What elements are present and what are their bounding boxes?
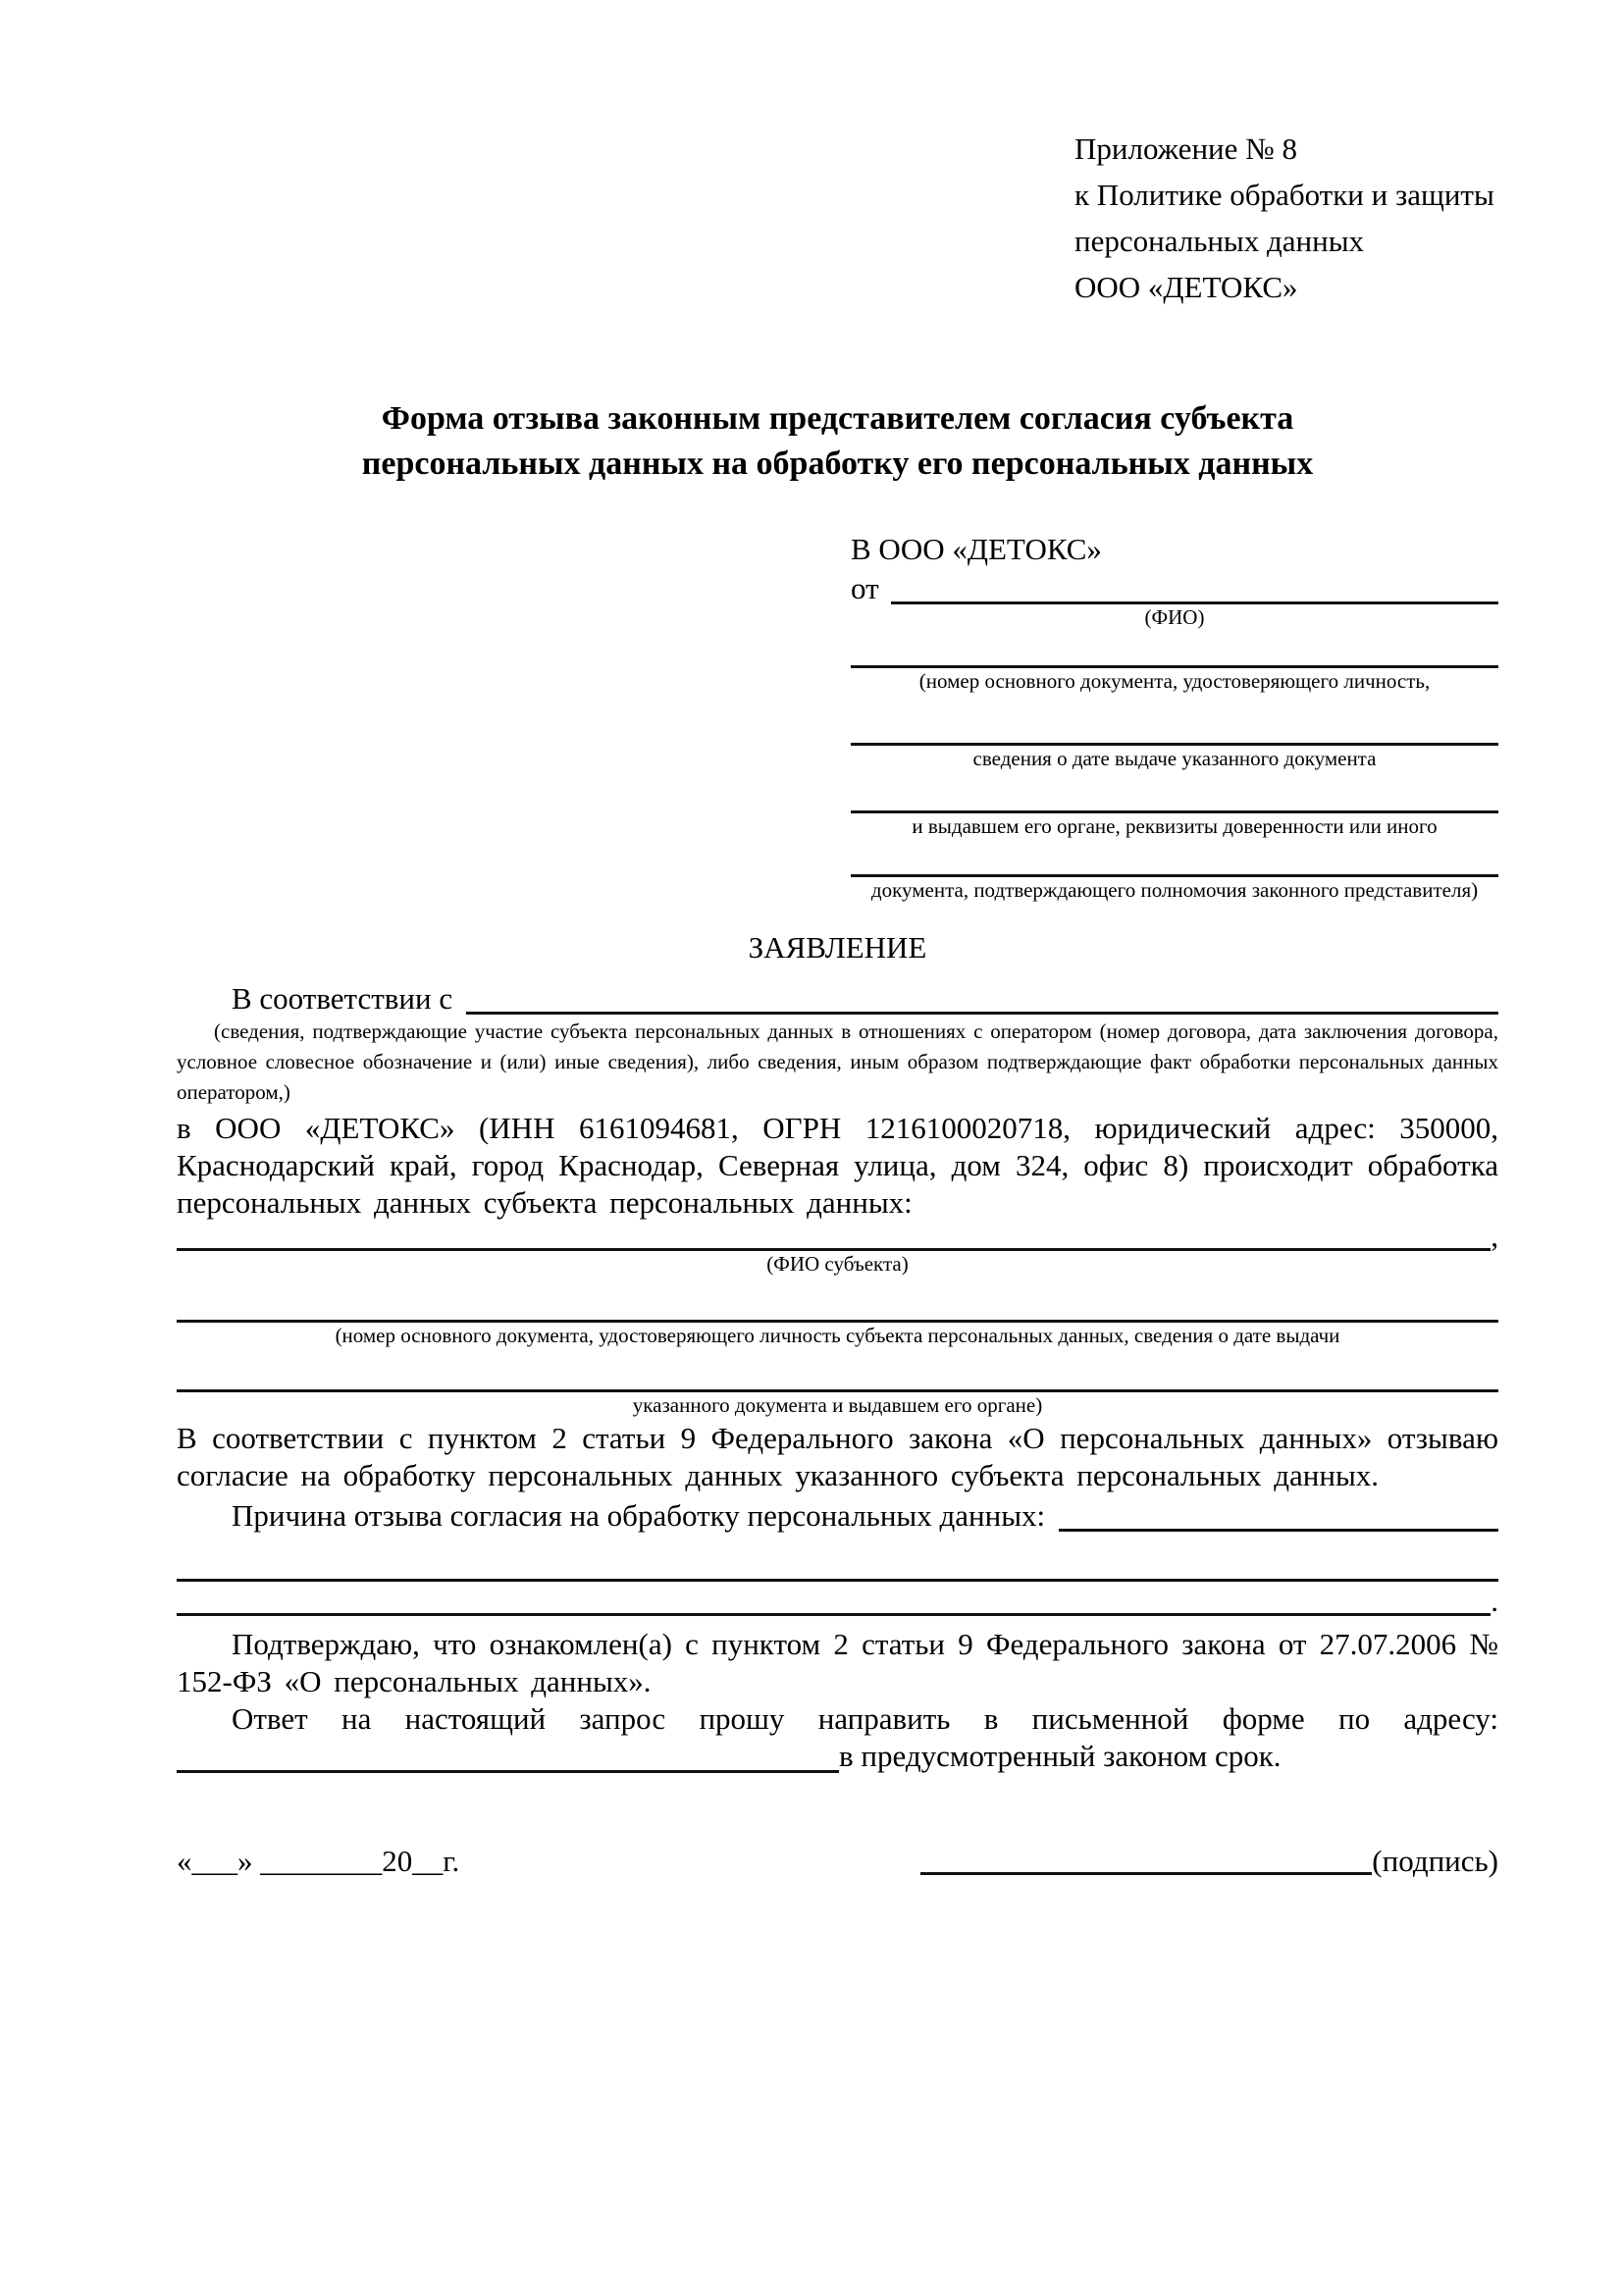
subject-fio-caption: (ФИО субъекта) [766,1252,909,1276]
from-label: от [851,571,879,605]
reason-continuation-blank-line [177,1532,1498,1582]
appendix-policy-line: к Политике обработки и защиты [1074,178,1494,212]
subject-document-blank-line-2 [177,1348,1498,1392]
signature-blank-line [920,1872,1372,1875]
document-number-caption: (номер основного документа, удостоверяющего личность, [918,669,1431,693]
issuing-authority-caption: и выдавшем его органе, реквизиты доверенности или иного [912,814,1438,838]
form-title [177,396,1498,487]
representative-authority-blank-line [851,839,1498,877]
date-blank-line: «___» ________20__г. [177,1844,460,1878]
withdraw-paragraph: В соответствии с пунктом 2 статьи 9 Федерального закона «О персональных данных» отзываю согласие на обработку персональных данных указанного субъекта персональных данных. [177,1421,1498,1492]
reason-continuation-row-2 [177,1582,1498,1616]
reason-trailing-period: . [1491,1584,1498,1618]
appendix-company-name: ООО «ДЕТОКС» [1074,270,1298,304]
accordance-blank-line [466,1012,1498,1015]
reason-label: Причина отзыва согласия на обработку персональных данных: [232,1498,1046,1533]
reply-paragraph: Ответ на настоящий запрос прошу направить в письменной форме по адресу: [232,1701,1498,1736]
subject-fio-trailing-comma: , [1491,1219,1498,1253]
issue-date-caption: сведения о дате выдаче указанного документа [972,747,1377,770]
statement-heading: ЗАЯВЛЕНИЕ [748,930,927,965]
subject-document-caption-1: (номер основного документа, удостоверяющего личность субъекта персональных данных, сведения о дате выдачи [335,1324,1340,1347]
addressee-company: В ООО «ДЕТОКС» [851,532,1102,566]
reply-address-blank-line [177,1770,839,1773]
accordance-label: В соответствии с [232,981,453,1016]
reason-row [177,1494,1498,1532]
confirm-paragraph: Подтверждаю, что ознакомлен(а) с пунктом 2 статьи 9 Федерального закона от 27.07.2006 № 152-ФЗ «О персональных данных». [177,1627,1498,1698]
addressee-block [851,530,1498,903]
signature-group [920,1842,1498,1881]
accordance-note: (сведения, подтверждающие участие субъекта персональных данных в отношениях с оператором (номер договора, дата заключения договора, условное словесное обозначение и (или) иные сведения), либо сведения, иным образом подтверждающие факт обработки персональных данных оператором,) [177,1019,1498,1104]
form-title-line-2: персональных данных на обработку его персональных данных [361,445,1314,482]
reply-tail-text: в предусмотренный законом срок. [839,1739,1282,1773]
reply-address-row [177,1738,1498,1773]
representative-authority-caption: документа, подтверждающего полномочия законного представителя) [870,878,1479,902]
issuing-authority-blank-line [851,771,1498,813]
appendix-number: Приложение № 8 [1074,131,1297,166]
subject-document-caption-2: указанного документа и выдавшем его органе) [632,1393,1043,1417]
from-row [851,569,1498,604]
appendix-policy-line-2: персональных данных [1074,224,1365,258]
subject-document-blank-line [177,1277,1498,1323]
signature-caption: (подпись) [1372,1844,1498,1878]
accordance-row [177,971,1498,1015]
operator-paragraph: в ООО «ДЕТОКС» (ИНН 6161094681, ОГРН 1216100020718, юридический адрес: 350000, Краснодарский край, город Краснодар, Северная улица, дом 324, офис 8) происходит обработка персональных данных субъекта персональных данных: [177,1111,1498,1220]
document-number-blank-line [851,630,1498,668]
reason-blank-line [1059,1529,1498,1532]
issue-date-blank-line [851,694,1498,746]
fio-caption: (ФИО) [1144,605,1205,629]
reason-continuation-blank-line-2 [177,1613,1491,1616]
subject-fio-row [177,1219,1498,1253]
appendix-header [1074,126,1498,310]
form-title-line-1: Форма отзыва законным представителем согласия субъекта [381,400,1294,437]
footer-row [177,1842,1498,1881]
